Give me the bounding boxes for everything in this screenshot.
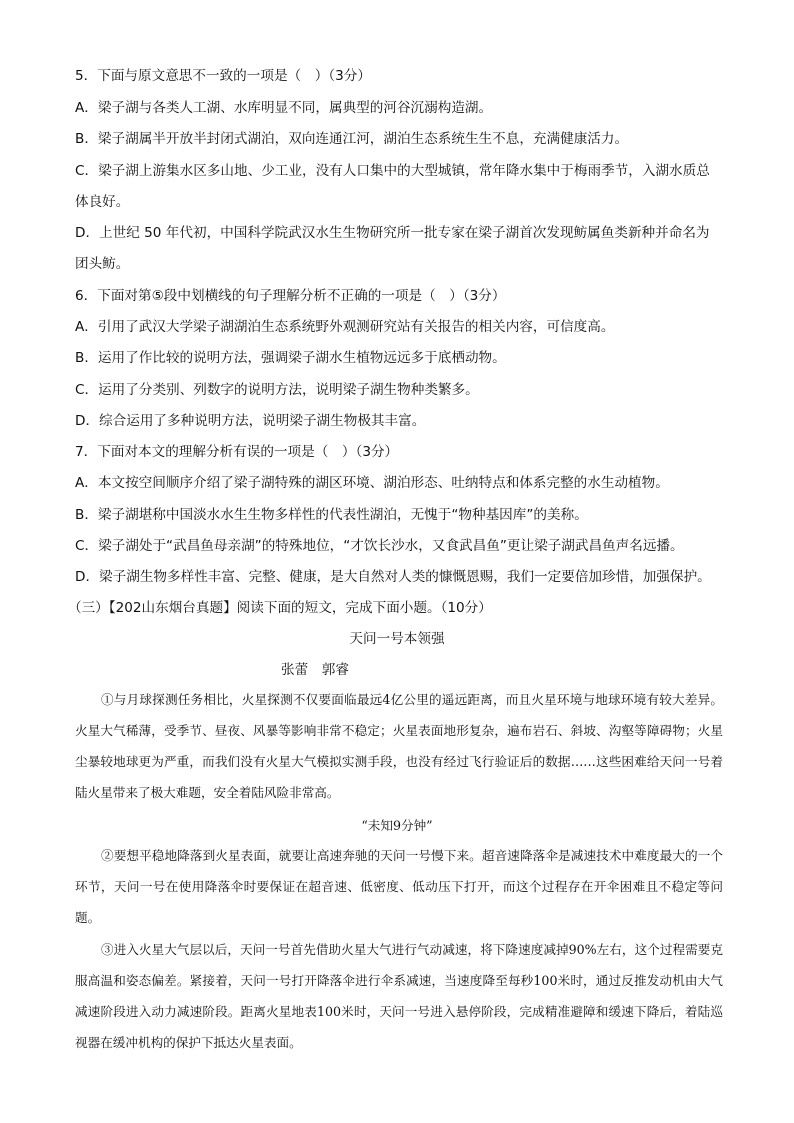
q5-option-b: B．梁子湖属半开放半封闭式湖泊，双向连通江河，湖泊生态系统生生不息，充满健康活力。 [75, 131, 629, 147]
article-subtitle: “未知9分钟” [361, 818, 433, 833]
q5-option-a: A．梁子湖与各类人工湖、水库明显不同，属典型的河谷沉溺构造湖。 [75, 100, 493, 116]
q6-option-c: C．运用了分类别、列数字的说明方法，说明梁子湖生物种类繁多。 [75, 382, 479, 398]
article-paragraph-1: ①与月球探测任务相比，火星探测不仅要面临最远4亿公里的遥远距离，而且火星环境与地球环境有较大差异。火星大气稀薄，受季节、昼夜、风暴等影响非常不稳定；火星表面地形复杂，遍布岩石、斜坡、沟壑等障碍物；火星尘暴较地球更为严重，而我们没有火星大气模拟实测手段，也没有经过飞行验证后的数据……这些困难给天问一号着陆火星带来了极大难题，安全着陆风险非常高。 [75, 692, 723, 800]
article-paragraph-2: ②要想平稳地降落到火星表面，就要让高速奔驰的天问一号慢下来。超音速降落伞是减速技术中难度最大的一个环节，天问一号在使用降落伞时要保证在超音速、低密度、低动压下打开，而这个过程存在开伞困难且不稳定等问题。 [75, 848, 723, 925]
q6-option-d: D．综合运用了多种说明方法，说明梁子湖生物极其丰富。 [75, 413, 426, 429]
q6-stem: 6．下面对第⑤段中划横线的句子理解分析不正确的一项是（ ）（3分） [75, 288, 506, 304]
section3-heading: （三）【202山东烟台真题】阅读下面的短文，完成下面小题。（10分） [68, 600, 492, 616]
q6-option-a: A．引用了武汉大学梁子湖湖泊生态系统野外观测研究站有关报告的相关内容，可信度高。 [75, 319, 615, 335]
q7-option-a: A．本文按空间顺序介绍了梁子湖特殊的湖区环境、湖泊形态、吐纳特点和体系完整的水生动植物。 [75, 475, 669, 491]
q7-option-d: D．梁子湖生物多样性丰富、完整、健康，是大自然对人类的慷慨恩赐，我们一定要倍加珍惜，加强保护。 [75, 569, 711, 585]
q5-option-d: D．上世纪 50 年代初，中国科学院武汉水生生物研究所一批专家在梁子湖首次发现鲂属鱼类新种并命名为 [75, 225, 710, 241]
q6-option-b: B．运用了作比较的说明方法，强调梁子湖水生植物远远多于底栖动物。 [75, 350, 506, 366]
article-title: 天问一号本领强 [349, 631, 445, 647]
article-authors: 张蕾 郭睿 [281, 662, 349, 678]
q5-stem: 5．下面与原文意思不一致的一项是（ ）（3分） [75, 68, 371, 84]
article-paragraph-3: ③进入火星大气层以后，天问一号首先借助火星大气进行气动减速，将下降速度减掉90%左右，这个过程需要克服高温和姿态偏差。紧接着，天问一号打开降落伞进行伞系减速，当速度降至每秒100米时，通过反推发动机由大气减速阶段进入动力减速阶段。距离火星地表100米时，天问一号进入悬停阶段，完成精准避障和缓速下降后，着陆巡视器在缓冲机构的保护下抵达火星表面。 [75, 942, 723, 1050]
q5-option-c: C．梁子湖上游集水区多山地、少工业，没有人口集中的大型城镇，常年降水集中于梅雨季节，入湖水质总 [75, 163, 710, 179]
q5-option-c-cont: 体良好。 [75, 194, 130, 210]
q7-option-c: C．梁子湖处于“武昌鱼母亲湖”的特殊地位，“才饮长沙水，又食武昌鱼”更让梁子湖武昌鱼声名远播。 [75, 538, 684, 554]
q7-stem: 7．下面对本文的理解分析有误的一项是（ ）（3分） [75, 444, 399, 460]
q5-option-d-cont: 团头鲂。 [75, 256, 130, 272]
q7-option-b: B．梁子湖堪称中国淡水水生生物多样性的代表性湖泊，无愧于“物种基因库”的美称。 [75, 507, 588, 523]
